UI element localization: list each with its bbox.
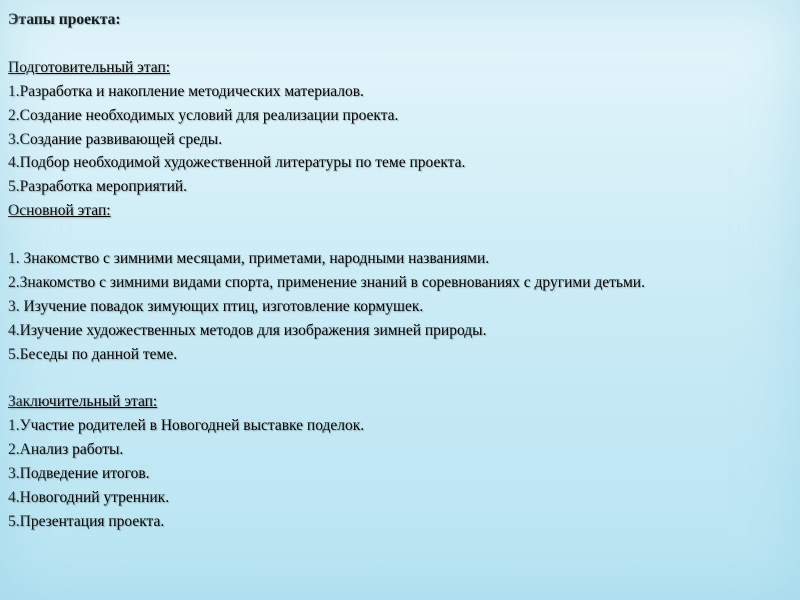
preparatory-item: 2.Создание необходимых условий для реализации проекта. bbox=[8, 106, 399, 124]
final-item: 2.Анализ работы. bbox=[8, 441, 124, 459]
spacer bbox=[8, 32, 788, 56]
preparatory-item: 1.Разработка и накопление методических материалов. bbox=[8, 82, 364, 100]
preparatory-item: 3.Создание развивающей среды. bbox=[8, 130, 223, 148]
spacer bbox=[8, 223, 788, 247]
main-item: 4.Изучение художественных методов для изображения зимней природы. bbox=[8, 321, 487, 339]
main-item: 2.Знакомство с зимними видами спорта, применение знаний в соревнованиях с другими детьми. bbox=[8, 273, 645, 291]
page-title: Этапы проекта: bbox=[8, 11, 121, 28]
slide-content bbox=[8, 8, 788, 534]
final-item: 5.Презентация проекта. bbox=[8, 512, 165, 530]
main-item: 5.Беседы по данной теме. bbox=[8, 345, 178, 363]
preparatory-item: 4.Подбор необходимой художественной литературы по теме проекта. bbox=[8, 154, 466, 172]
final-stage-heading: Заключительный этап: bbox=[8, 393, 158, 411]
final-item: 1.Участие родителей в Новогодней выставке поделок. bbox=[8, 417, 365, 435]
final-item: 4.Новогодний утренник. bbox=[8, 489, 170, 507]
main-stage-heading: Основной этап: bbox=[8, 202, 111, 220]
main-item: 3. Изучение повадок зимующих птиц, изготовление кормушек. bbox=[8, 297, 424, 315]
spacer bbox=[8, 367, 788, 391]
main-item: 1. Знакомство с зимними месяцами, приметами, народными названиями. bbox=[8, 250, 490, 268]
final-item: 3.Подведение итогов. bbox=[8, 465, 150, 483]
preparatory-item: 5.Разработка мероприятий. bbox=[8, 178, 188, 196]
preparatory-stage-heading: Подготовительный этап: bbox=[8, 58, 171, 76]
